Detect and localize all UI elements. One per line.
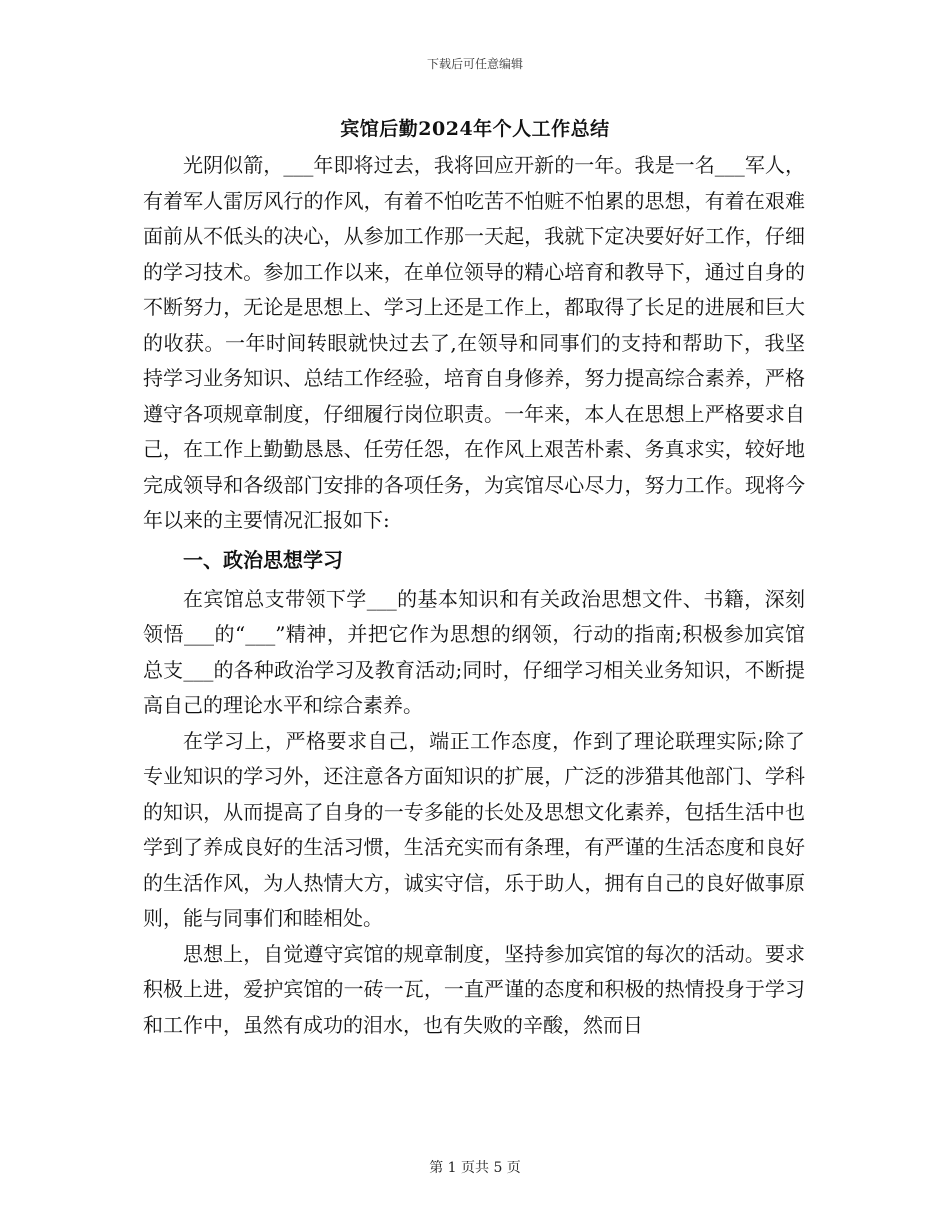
section-heading-political-study: 一、政治思想学习 bbox=[183, 547, 343, 572]
paragraph-thinking: 思想上，自觉遵守宾馆的规章制度，坚持参加宾馆的每次的活动。要求积极上进，爱护宾馆的一砖一瓦，一直严谨的态度和积极的热情投身于学习和工作中，虽然有成功的泪水，也有失败的辛酸，然而日 bbox=[143, 941, 805, 1037]
page-footer-pagination: 第 1 页共 5 页 bbox=[429, 1160, 521, 1176]
paragraph-intro: 光阴似箭，___年即将过去，我将回应开新的一年。我是一名___军人，有着军人雷厉风行的作风，有着不怕吃苦不怕赃不怕累的思想，有着在艰难面前从不低头的决心，从参加工作那一天起，我就下定决要好好工作，仔细的学习技术。参加工作以来，在单位领导的精心培育和教导下，通过自身的不断努力，无论是思想上、学习上还是工作上，都取得了长足的进展和巨大的收获。一年时间转眼就快过去了,在领导和同事们的支持和帮助下，我坚持学习业务知识、总结工作经验，培育自身修养，努力提高综合素养，严格遵守各项规章制度，仔细履行岗位职责。一年来，本人在思想上严格要求自己，在工作上勤勤恳恳、任劳任怨，在作风上艰苦朴素、务真求实，较好地完成领导和各级部门安排的各项任务，为宾馆尽心尽力，努力工作。现将今年以来的主要情况汇报如下: bbox=[143, 153, 805, 532]
paragraph-learning: 在学习上，严格要求自己，端正工作态度，作到了理论联理实际;除了专业知识的学习外，还注意各方面知识的扩展，广泛的涉猎其他部门、学科的知识，从而提高了自身的一专多能的长处及思想文化素养，包括生活中也学到了养成良好的生活习惯，生活充实而有条理，有严谨的生活态度和良好的生活作风，为人热情大方，诚实守信，乐于助人，拥有自己的良好做事原则，能与同事们和睦相处。 bbox=[143, 728, 805, 930]
page-header-note: 下载后可任意编辑 bbox=[426, 57, 523, 71]
paragraph-political-study: 在宾馆总支带领下学___的基本知识和有关政治思想文件、书籍，深刻领悟___的“___”精神，并把它作为思想的纲领，行动的指南;积极参加宾馆总支___的各种政治学习及教育活动;同时，仔细学习相关业务知识，不断提高自己的理论水平和综合素养。 bbox=[143, 586, 805, 717]
document-body bbox=[143, 148, 805, 1043]
document-title: 宾馆后勤2024年个人工作总结 bbox=[340, 118, 610, 140]
